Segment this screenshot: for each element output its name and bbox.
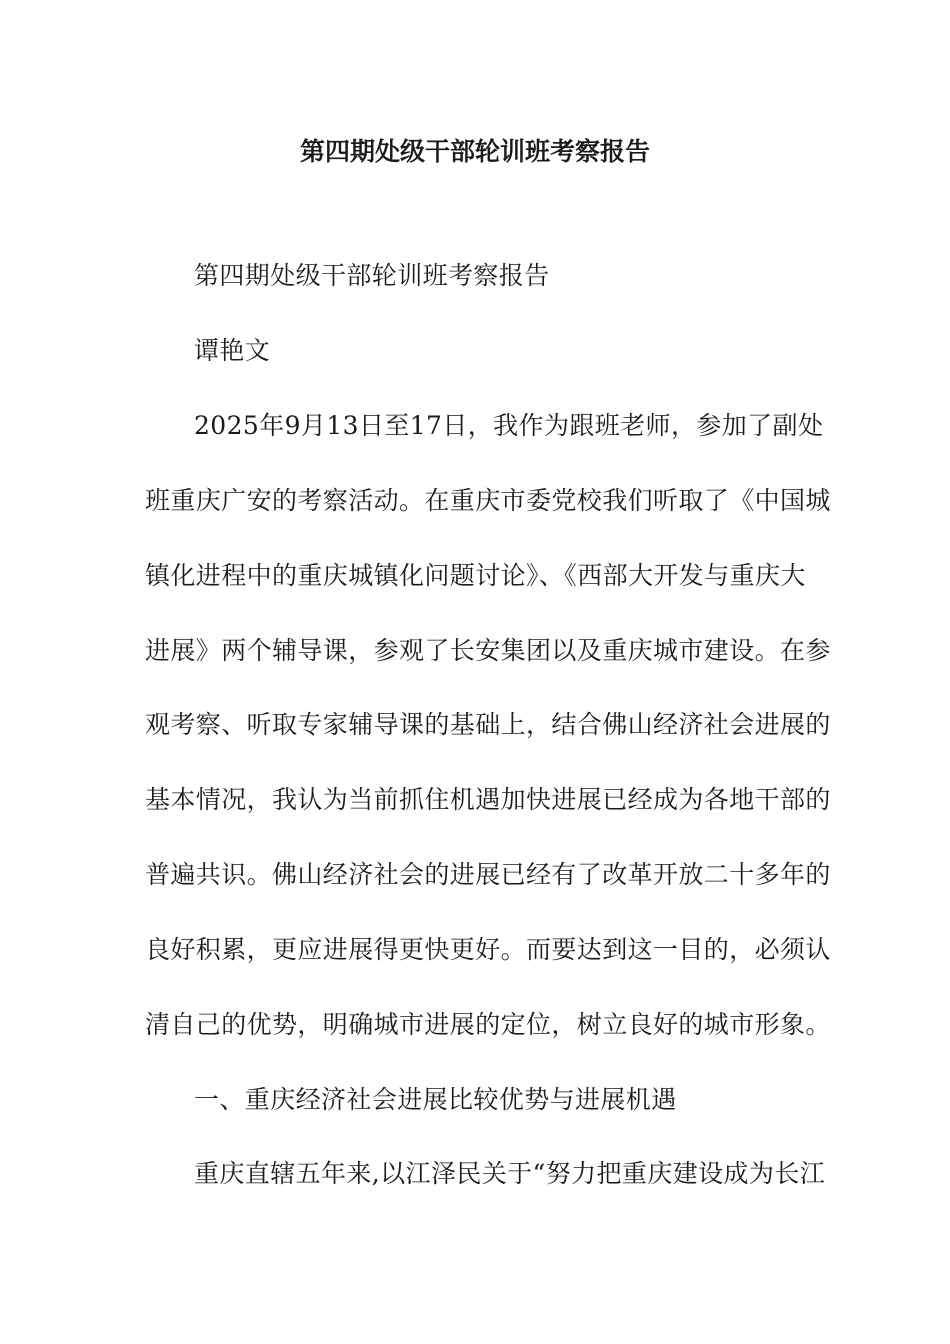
- body-line: 镇化进程中的重庆城镇化问题讨论》、《西部大开发与重庆大: [145, 561, 806, 590]
- body-line: 班重庆广安的考察活动。在重庆市委党校我们听取了《中国城: [145, 486, 831, 515]
- document-title: 第四期处级干部轮训班考察报告: [299, 137, 650, 166]
- body-line: 进展》两个辅导课，参观了长安集团以及重庆城市建设。在参: [145, 636, 831, 665]
- body-line: 2025年9月13日至17日，我作为跟班老师，参加了副处: [194, 411, 824, 440]
- body-line: 重庆直辖五年来,以江泽民关于“努力把重庆建设成为长江: [194, 1159, 826, 1188]
- subtitle-line: 第四期处级干部轮训班考察报告: [194, 261, 550, 290]
- body-line: 清自己的优势，明确城市进展的定位，树立良好的城市形象。: [145, 1010, 831, 1039]
- body-line: 基本情况，我认为当前抓住机遇加快进展已经成为各地干部的: [145, 785, 831, 814]
- body-line: 普遍共识。佛山经济社会的进展已经有了改革开放二十多年的: [145, 860, 831, 889]
- author-line: 谭艳文: [194, 336, 271, 365]
- body-line: 良好积累，更应进展得更快更好。而要达到这一目的，必须认: [145, 935, 831, 964]
- body-line: 观考察、听取专家辅导课的基础上，结合佛山经济社会进展的: [145, 710, 831, 739]
- section-heading: 一、重庆经济社会进展比较优势与进展机遇: [194, 1085, 677, 1114]
